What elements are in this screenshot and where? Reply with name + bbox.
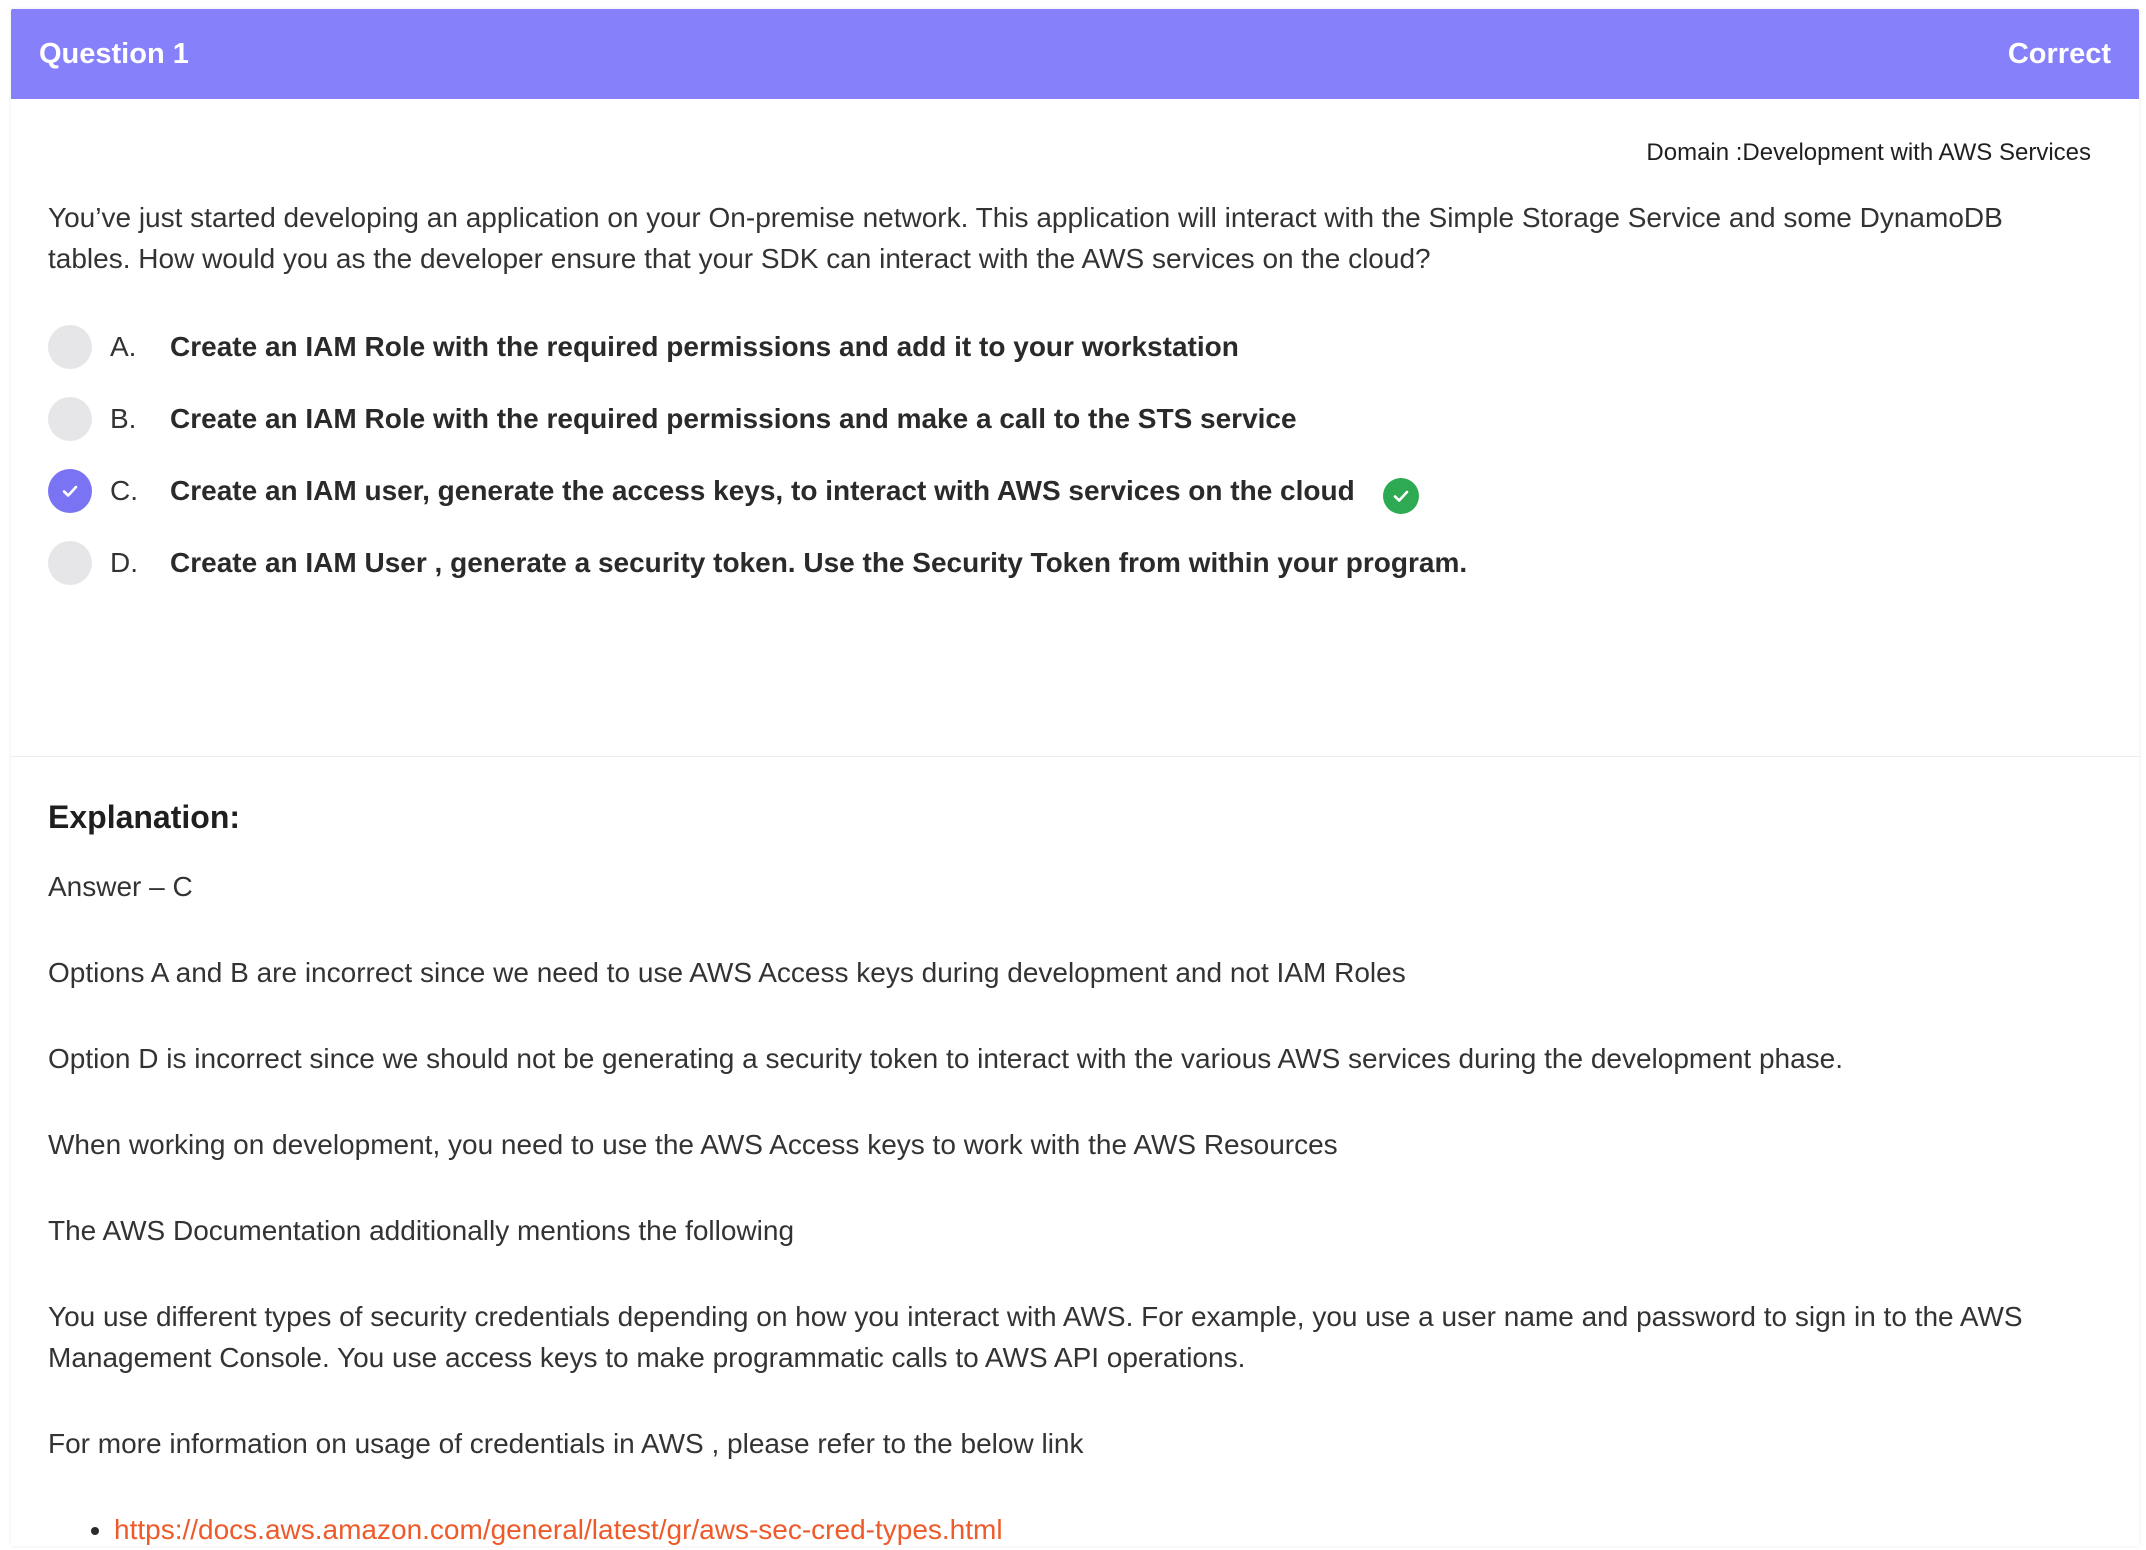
explanation-paragraph: Option D is incorrect since we should not be generating a security token to interact with the various AWS services during the development phase. <box>48 1043 1844 1074</box>
option-letter: B. <box>110 403 137 434</box>
option-c[interactable] <box>48 455 2088 527</box>
explanation-paragraph: The AWS Documentation additionally mentions the following <box>48 1215 795 1246</box>
option-text: Create an IAM User , generate a security token. Use the Security Token from within your program. <box>170 547 1468 578</box>
explanation-paragraph: Options A and B are incorrect since we need to use AWS Access keys during development and not IAM Roles <box>48 957 1406 988</box>
radio-button[interactable] <box>48 397 92 441</box>
question-title: Question 1 <box>39 37 189 70</box>
domain-label: Domain :Development with AWS Services <box>1646 139 2091 166</box>
result-status: Correct <box>2007 37 2111 70</box>
option-letter: D. <box>110 547 138 578</box>
reference-links <box>48 1509 2108 1550</box>
option-text: Create an IAM user, generate the access keys, to interact with AWS services on the cloud <box>170 475 1355 506</box>
option-text: Create an IAM Role with the required permissions and add it to your workstation <box>170 331 1239 362</box>
radio-button[interactable] <box>48 541 92 585</box>
explanation-title: Explanation: <box>48 799 241 835</box>
explanation-paragraph: When working on development, you need to use the AWS Access keys to work with the AWS Resources <box>48 1129 1338 1160</box>
option-b[interactable] <box>48 383 2088 455</box>
explanation-paragraph: You use different types of security credentials depending on how you interact with AWS. For example, you use a user name and password to sign in to the AWS Management Console. You use access keys to make programmatic calls to AWS API operations. <box>48 1301 2023 1373</box>
explanation-section <box>48 799 2108 1550</box>
explanation-paragraph: Answer – C <box>48 871 193 902</box>
list-item <box>114 1509 2108 1550</box>
reference-link[interactable]: https://docs.aws.amazon.com/general/latest/gr/aws-sec-cred-types.html <box>114 1514 1003 1545</box>
option-letter: C. <box>110 475 138 506</box>
radio-button[interactable] <box>48 325 92 369</box>
radio-button-selected[interactable] <box>48 469 92 513</box>
checkmark-icon <box>60 481 80 501</box>
question-text: You’ve just started developing an application on your On-premise network. This application will interact with the Simple Storage Service and some DynamoDB tables. How would you as the developer ensure that your SDK can interact with the AWS services on the cloud? <box>48 202 2003 274</box>
section-divider <box>11 756 2139 757</box>
question-card <box>11 9 2139 1546</box>
option-text: Create an IAM Role with the required permissions and make a call to the STS service <box>170 403 1297 434</box>
option-a[interactable] <box>48 311 2088 383</box>
correct-answer-icon <box>1383 478 1419 514</box>
option-letter: A. <box>110 331 137 362</box>
option-d[interactable] <box>48 527 2088 599</box>
explanation-paragraph: For more information on usage of credentials in AWS , please refer to the below link <box>48 1428 1084 1459</box>
question-header <box>11 9 2139 99</box>
answer-options <box>48 311 2088 599</box>
